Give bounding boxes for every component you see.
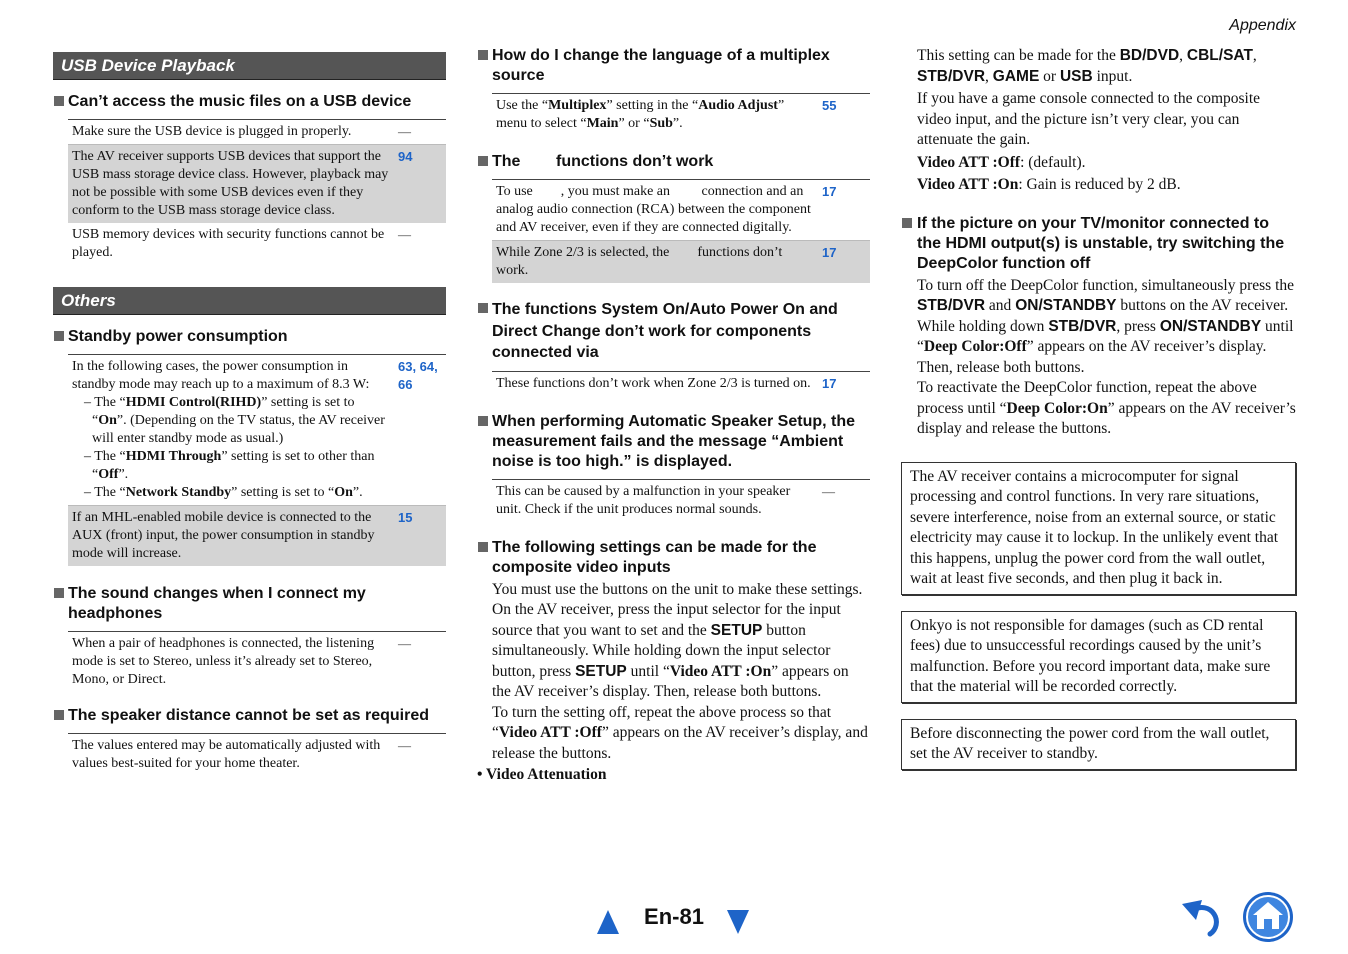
appendix-label: Appendix — [1229, 17, 1296, 34]
paragraph: On the AV receiver, press the input selector for the input source that you want to set and the SETUP button simultaneously. While holding down the input selector button, press SETUP until “Video ATT :On” appears on the AV receiver’s display. Then, release both buttons. — [492, 601, 849, 700]
paragraph: To turn off the DeepColor function, simultaneously press the STB/DVR and ON/STANDBY buttons on the AV receiver. While holding down STB/DVR, press ON/STANDBY until “Deep Color:Off” appears on the AV receiver’s display. Then, release both buttons. — [917, 276, 1295, 376]
question-standby: Standby power consumption — [53, 327, 446, 347]
page-link[interactable]: 55 — [822, 98, 837, 113]
row-intro: In the following cases, the power consumption in standby mode may reach up to a maximum of 8.3 W: — [72, 359, 370, 392]
row-ref: — — [822, 483, 835, 499]
page-link[interactable]: 17 — [822, 245, 837, 260]
row-text: These functions don’t work when Zone 2/3 is turned on. — [496, 375, 811, 391]
question-speaker-setup: When performing Automatic Speaker Setup, the measurement fails and the message “Ambient noise is too high.” is displayed. — [477, 412, 870, 472]
sub-item: – The “Network Standby” setting is set to “On”. — [84, 485, 363, 500]
page-link[interactable]: 17 — [822, 184, 837, 199]
table-headphones — [68, 631, 446, 692]
table-row — [68, 734, 446, 776]
table-row — [68, 506, 446, 566]
bullet-video-attenuation: • Video Attenuation — [477, 766, 607, 783]
row-text: While Zone 2/3 is selected, the functions don’t work. — [496, 245, 786, 278]
table-row — [492, 241, 870, 283]
table-usb-access — [68, 119, 446, 265]
table-speaker-distance — [68, 733, 446, 776]
back-arrow-icon[interactable] — [1180, 898, 1230, 938]
note-box-power-cord: Before disconnecting the power cord from the wall outlet, set the AV receiver to standby. — [901, 719, 1296, 770]
table-multiplex — [492, 93, 870, 136]
table-row — [68, 632, 446, 692]
column-2 — [477, 47, 870, 784]
table-row — [68, 145, 446, 223]
row-ref: — — [398, 227, 411, 242]
row-text: The values entered may be automatically adjusted with values best-suited for your home theater. — [72, 738, 381, 771]
row-text: The AV receiver supports USB devices that support the USB mass storage device class. However, playback may not be possible with some USB devices even if they conform to the USB mass storage device class. — [72, 149, 389, 218]
paragraph: You must use the buttons on the unit to make these settings. — [492, 580, 863, 598]
page-link[interactable]: 17 — [822, 375, 837, 391]
sub-item: – The “HDMI Control(RIHD)” setting is set to “On”. (Depending on the TV status, the AV receiver will enter standby mode as usual.) — [84, 395, 385, 446]
page-link[interactable]: 94 — [398, 149, 413, 164]
home-icon[interactable] — [1242, 891, 1294, 943]
question-composite-video: The following settings can be made for the composite video inputs — [477, 538, 870, 578]
row-ref: — — [398, 738, 411, 753]
row-text — [72, 358, 392, 502]
table-system-on — [492, 371, 870, 396]
paragraph: This setting can be made for the BD/DVD, CBL/SAT, STB/DVR, GAME or USB input. — [917, 47, 1257, 85]
table-row — [492, 372, 870, 396]
up-triangle-icon[interactable] — [597, 910, 619, 934]
paragraph: Video ATT :On: Gain is reduced by 2 dB. — [917, 176, 1181, 193]
table-row — [492, 480, 870, 522]
page-link[interactable]: 63, 64, 66 — [398, 359, 438, 392]
row-text: Use the “Multiplex” setting in the “Audio Adjust” menu to select “Main” or “Sub”. — [496, 98, 785, 131]
footer — [0, 902, 1348, 942]
paragraph: To reactivate the DeepColor function, repeat the above process until “Deep Color:On” appears on the AV receiver’s display and release the buttons. — [917, 379, 1296, 437]
table-functions — [492, 179, 870, 283]
row-text: USB memory devices with security functions cannot be played. — [72, 227, 385, 260]
sub-item: – The “HDMI Through” setting is set to other than “Off”. — [84, 449, 375, 482]
paragraph: If you have a game console connected to the composite video input, and the picture isn’t very clear, you can attenuate the gain. — [917, 90, 1261, 148]
page-link[interactable]: 15 — [398, 510, 413, 525]
question-multiplex: How do I change the language of a multiplex source — [477, 46, 870, 86]
table-row — [68, 355, 446, 506]
row-text: If an MHL-enabled mobile device is connected to the AUX (front) input, the power consumption in standby mode will increase. — [72, 510, 375, 561]
row-text: Make sure the USB device is plugged in properly. — [72, 124, 352, 139]
row-text: When a pair of headphones is connected, the listening mode is set to Stereo, unless it’s already set to Stereo, Mono, or Direct. — [72, 636, 375, 687]
question-functions: The functions don’t work — [477, 152, 870, 172]
table-row — [68, 223, 446, 265]
section-usb-playback: USB Device Playback — [53, 52, 446, 80]
row-text: This can be caused by a malfunction in your speaker unit. Check if the unit produces normal sounds. — [496, 483, 791, 517]
question-headphones: The sound changes when I connect my headphones — [53, 584, 446, 624]
note-box-onkyo: Onkyo is not responsible for damages (such as CD rental fees) due to unsuccessful recordings caused by the unit’s malfunction. Before you record important data, make sure that the material will be recorded correctly. — [901, 611, 1296, 703]
table-row — [68, 120, 446, 145]
paragraph: To turn the setting off, repeat the above process so that “Video ATT :Off” appears on the AV receiver’s display, and release the buttons. — [492, 703, 868, 762]
table-standby — [68, 354, 446, 566]
question-system-on: The functions System On/Auto Power On and Direct Change don’t work for components connected via — [477, 299, 870, 364]
row-text: To use , you must make an connection and an analog audio connection (RCA) between the component and AV receiver, even if they are connected digitally. — [496, 184, 815, 235]
down-triangle-icon[interactable] — [727, 910, 749, 934]
question-deepcolor: If the picture on your TV/monitor connected to the HDMI output(s) is unstable, try switching the DeepColor function off — [901, 214, 1296, 274]
row-ref: — — [398, 636, 411, 651]
note-box-microcomputer: The AV receiver contains a microcomputer for signal processing and control functions. In very rare situations, severe interference, noise from an external source, or static electricity may cause it to lockup. In the unlikely event that this happens, unplug the power cord from the wall outlet, wait at least five seconds, and then plug it back in. — [901, 462, 1296, 595]
section-others: Others — [53, 287, 446, 315]
table-row — [492, 94, 870, 136]
table-speaker-setup — [492, 479, 870, 522]
row-ref: — — [398, 124, 411, 139]
question-speaker-distance: The speaker distance cannot be set as required — [53, 706, 446, 726]
column-3 — [901, 46, 1296, 770]
page-number: En-81 — [644, 904, 704, 929]
paragraph: Video ATT :Off: (default). — [917, 153, 1086, 171]
column-1 — [53, 52, 446, 776]
question-usb-access: Can’t access the music files on a USB device — [53, 92, 446, 112]
table-row — [492, 180, 870, 241]
